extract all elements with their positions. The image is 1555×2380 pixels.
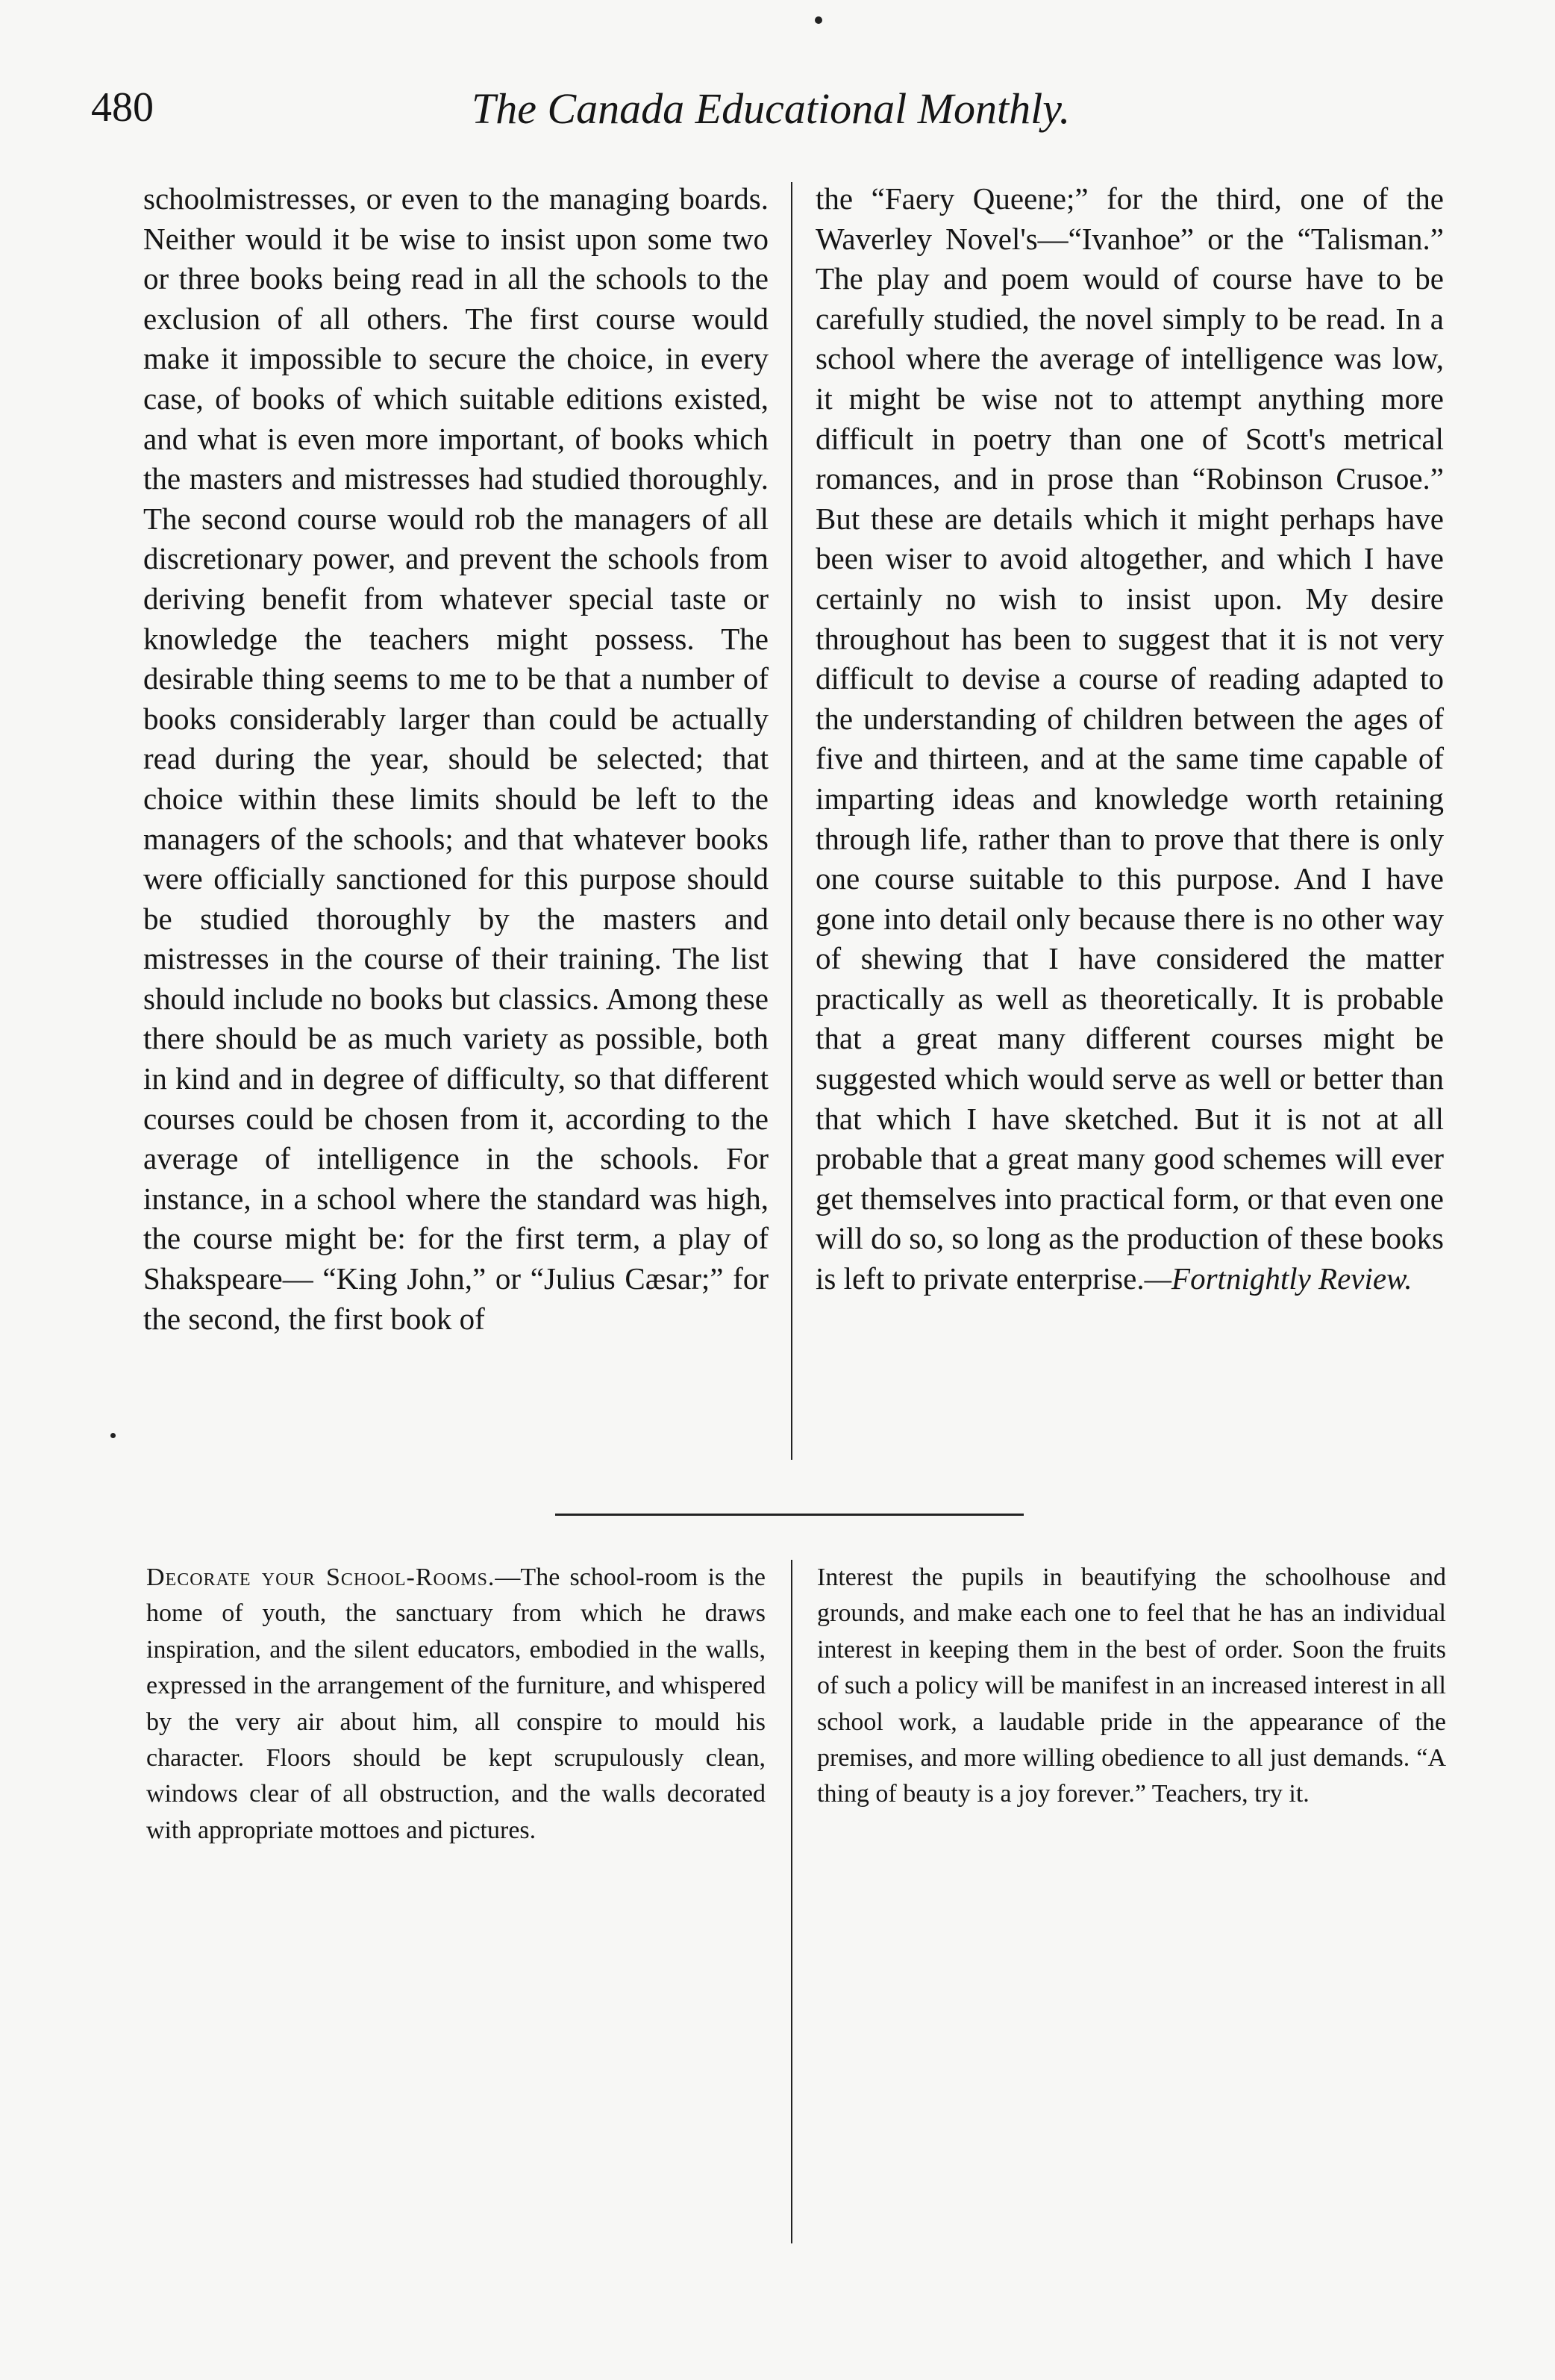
- article-right-column: [816, 179, 1444, 1299]
- page-number: 480: [91, 84, 154, 131]
- ink-speck: [815, 16, 822, 24]
- note-left-text: —The school-room is the home of youth, the sanctuary from which he draws inspiration, and the silent educators, embodied in the walls, expressed in the arrangement of the furniture, and whispered by the very air about him, all conspire to mould his character. Floors should be kept scrupulously clean, windows clear of all obstruction, and the walls decorated with appropriate mottoes and pictures.: [146, 1564, 766, 1844]
- page-header: [91, 84, 1464, 143]
- section-rule: [555, 1514, 1024, 1516]
- article-left-column: schoolmistresses, or even to the managing boards. Neither would it be wise to insist upon some two or three books being read in all the schools to the exclusion of all others. The first course would make it impossible to secure the choice, in every case, of books of which suitable editions existed, and what is even more important, of books which the masters and mistresses had studied thoroughly. The second course would rob the managers of all discretionary power, and prevent the schools from deriving benefit from whatever special taste or knowledge the teachers might possess. The desirable thing seems to me to be that a number of books considerably larger than could be actually read during the year, should be selected; that choice within these limits should be left to the managers of the schools; and that whatever books were officially sanctioned for this purpose should be studied thoroughly by the masters and mistresses in the course of their training. The list should include no books but classics. Among these there should be as much variety as possible, both in kind and in degree of difficulty, so that different courses could be chosen from it, according to the average of intelligence in the schools. For instance, in a school where the standard was high, the course might be: for the first term, a play of Shakspeare— “King John,” or “Julius Cæsar;” for the second, the first book of: [143, 181, 769, 1336]
- ink-speck: [110, 1433, 116, 1438]
- article-right-text: the “Faery Queene;” for the third, one of the Waverley Novel's—“Ivanhoe” or the “Talisman.” The play and poem would of course have to be carefully studied, the novel simply to be read. In a school where the average of intelligence was low, it might be wise not to attempt anything more difficult in poetry than one of Scott's metrical romances, and in prose than “Robinson Crusoe.” But these are details which it might perhaps have been wiser to avoid altogether, and which I have certainly no wish to insist upon. My desire throughout has been to suggest that it is not very difficult to devise a course of reading adapted to the understanding of children between the ages of five and thirteen, and at the same time capable of imparting ideas and knowledge worth retaining through life, rather than to prove that there is only one course suitable to this purpose. And I have gone into detail only because there is no other way of shewing that I have considered the matter practically as well as theoretically. It is probable that a great many different courses might be suggested which would serve as well or better than that which I have sketched. But it is not at all probable that a great many good schemes will ever get themselves into practical form, or that even one will do so, so long as the production of these books is left to private enterprise.: [816, 181, 1444, 1296]
- note-heading: Decorate your School-Rooms.: [146, 1564, 495, 1591]
- note-column-divider: [791, 1560, 792, 2243]
- article-source: —Fortnightly Review.: [1144, 1261, 1412, 1296]
- column-divider: [791, 182, 792, 1460]
- note-left-column: [146, 1560, 766, 1849]
- note-right-column: Interest the pupils in beautifying the schoolhouse and grounds, and make each one to feel that he has an individual interest in keeping them in the best of order. Soon the fruits of such a policy will be manifest in an increased interest in all school work, a laudable pride in the appearance of the premises, and more willing obedience to all just demands. “A thing of beauty is a joy forever.” Teachers, try it.: [817, 1564, 1446, 1808]
- running-title: The Canada Educational Monthly.: [472, 84, 1071, 133]
